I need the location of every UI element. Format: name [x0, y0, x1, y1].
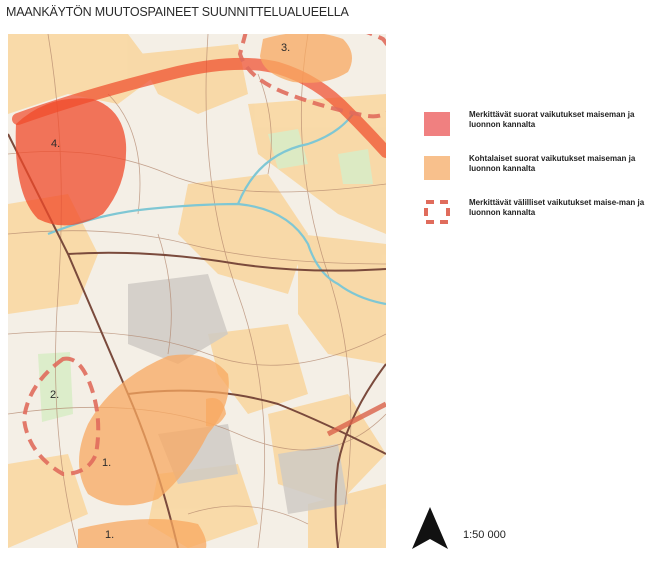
- legend-item-significant-indirect: [424, 198, 649, 242]
- scale-text: 1:50 000: [463, 529, 506, 541]
- map-canvas: [8, 34, 386, 548]
- legend-item-moderate-direct: [424, 154, 649, 198]
- legend-label: Merkittävät välilliset vaikutukset maise-man ja luonnon kannalta: [469, 198, 645, 217]
- map[interactable]: [8, 34, 386, 548]
- legend-swatch-moderate: [424, 156, 450, 180]
- legend-swatch-significant: [424, 112, 450, 136]
- page-title: MAANKÄYTÖN MUUTOSPAINEET SUUNNITTELUALUEELLA: [6, 5, 349, 19]
- legend-label: Merkittävät suorat vaikutukset maiseman ja luonnon kannalta: [469, 110, 635, 129]
- area-label-3: 3.: [281, 42, 291, 54]
- legend-item-significant-direct: [424, 110, 649, 154]
- legend-swatch-dashed: [424, 200, 450, 224]
- area-label-4: 4.: [51, 138, 61, 150]
- scale-block: [408, 505, 548, 551]
- legend: [424, 110, 649, 242]
- north-arrow-icon: [408, 505, 452, 551]
- legend-label: Kohtalaiset suorat vaikutukset maiseman ja luonnon kannalta: [469, 154, 636, 173]
- area-label-2: 2.: [50, 389, 60, 401]
- area-label-1: 1.: [102, 457, 112, 469]
- area-label-1b: 1.: [105, 529, 115, 541]
